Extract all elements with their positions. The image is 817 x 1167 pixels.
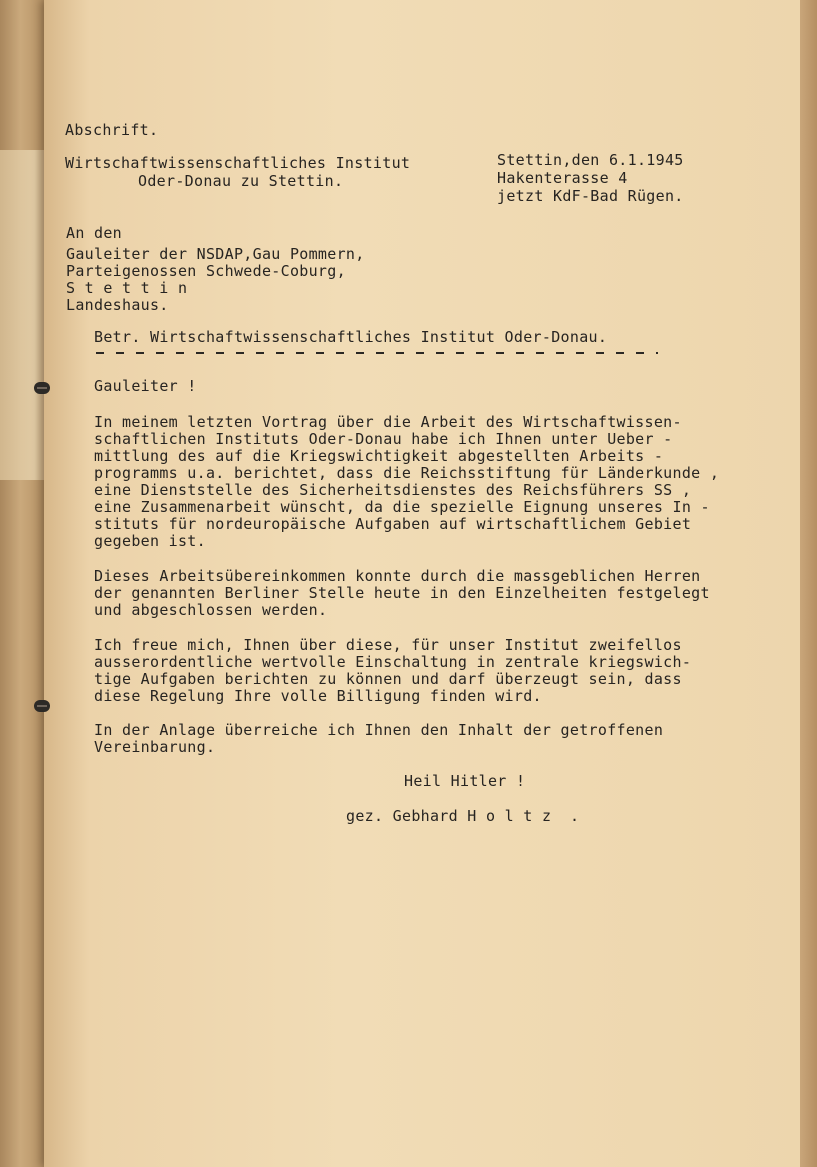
paragraph-line: stituts für nordeuropäische Aufgaben auf wirtschaftlichem Gebiet	[94, 515, 692, 533]
paragraph-line: der genannten Berliner Stelle heute in den Einzelheiten festgelegt	[94, 584, 710, 602]
recipient-line: Parteigenossen Schwede-Coburg,	[66, 262, 346, 280]
recipient-line: Landeshaus.	[66, 296, 169, 314]
page-right-edge	[800, 0, 817, 1167]
salutation: Gauleiter !	[94, 377, 197, 395]
paragraph-line: Ich freue mich, Ihnen über diese, für unser Institut zweifellos	[94, 636, 682, 654]
paragraph-line: gegeben ist.	[94, 532, 206, 550]
paragraph-line: diese Regelung Ihre volle Billigung finden wird.	[94, 687, 542, 705]
sender-current-address: jetzt KdF-Bad Rügen.	[497, 187, 684, 205]
paragraph-line: schaftlichen Instituts Oder-Donau habe ich Ihnen unter Ueber -	[94, 430, 673, 448]
recipient-line: Gauleiter der NSDAP,Gau Pommern,	[66, 245, 365, 263]
sender-location: Oder-Donau zu Stettin.	[138, 172, 344, 190]
paragraph-line: eine Zusammenarbeit wünscht, da die spezielle Eignung unseres In -	[94, 498, 710, 516]
paragraph-line: In meinem letzten Vortrag über die Arbeit des Wirtschaftwissen-	[94, 413, 682, 431]
binder-screw-icon	[34, 382, 50, 394]
sender-name: Wirtschaftwissenschaftliches Institut	[65, 154, 411, 172]
paragraph-line: programms u.a. berichtet, dass die Reichsstiftung für Länderkunde ,	[94, 464, 720, 482]
paragraph-line: ausserordentliche wertvolle Einschaltung in zentrale kriegswich-	[94, 653, 692, 671]
paragraph-line: In der Anlage überreiche ich Ihnen den Inhalt der getroffenen	[94, 721, 664, 739]
binder-screw-icon	[34, 700, 50, 712]
document-heading: Abschrift.	[65, 121, 159, 139]
paragraph-line: mittlung des auf die Kriegswichtigkeit abgestellten Arbeits -	[94, 447, 664, 465]
paragraph-line: Vereinbarung.	[94, 738, 216, 756]
recipient-city: S t e t t i n	[66, 279, 188, 297]
signature: gez. Gebhard H o l t z .	[346, 807, 580, 825]
paragraph-line: tige Aufgaben berichten zu können und darf überzeugt sein, dass	[94, 670, 682, 688]
place-and-date: Stettin,den 6.1.1945	[497, 151, 684, 169]
recipient-line: An den	[66, 224, 122, 242]
sender-address: Hakenterasse 4	[497, 169, 628, 187]
closing: Heil Hitler !	[404, 772, 526, 790]
subject-underline	[96, 352, 658, 354]
paragraph-line: und abgeschlossen werden.	[94, 601, 328, 619]
subject-line: Betr. Wirtschaftwissenschaftliches Institut Oder-Donau.	[94, 328, 608, 346]
paragraph-line: eine Dienststelle des Sicherheitsdienstes des Reichsführers SS ,	[94, 481, 692, 499]
paragraph-line: Dieses Arbeitsübereinkommen konnte durch die massgeblichen Herren	[94, 567, 701, 585]
